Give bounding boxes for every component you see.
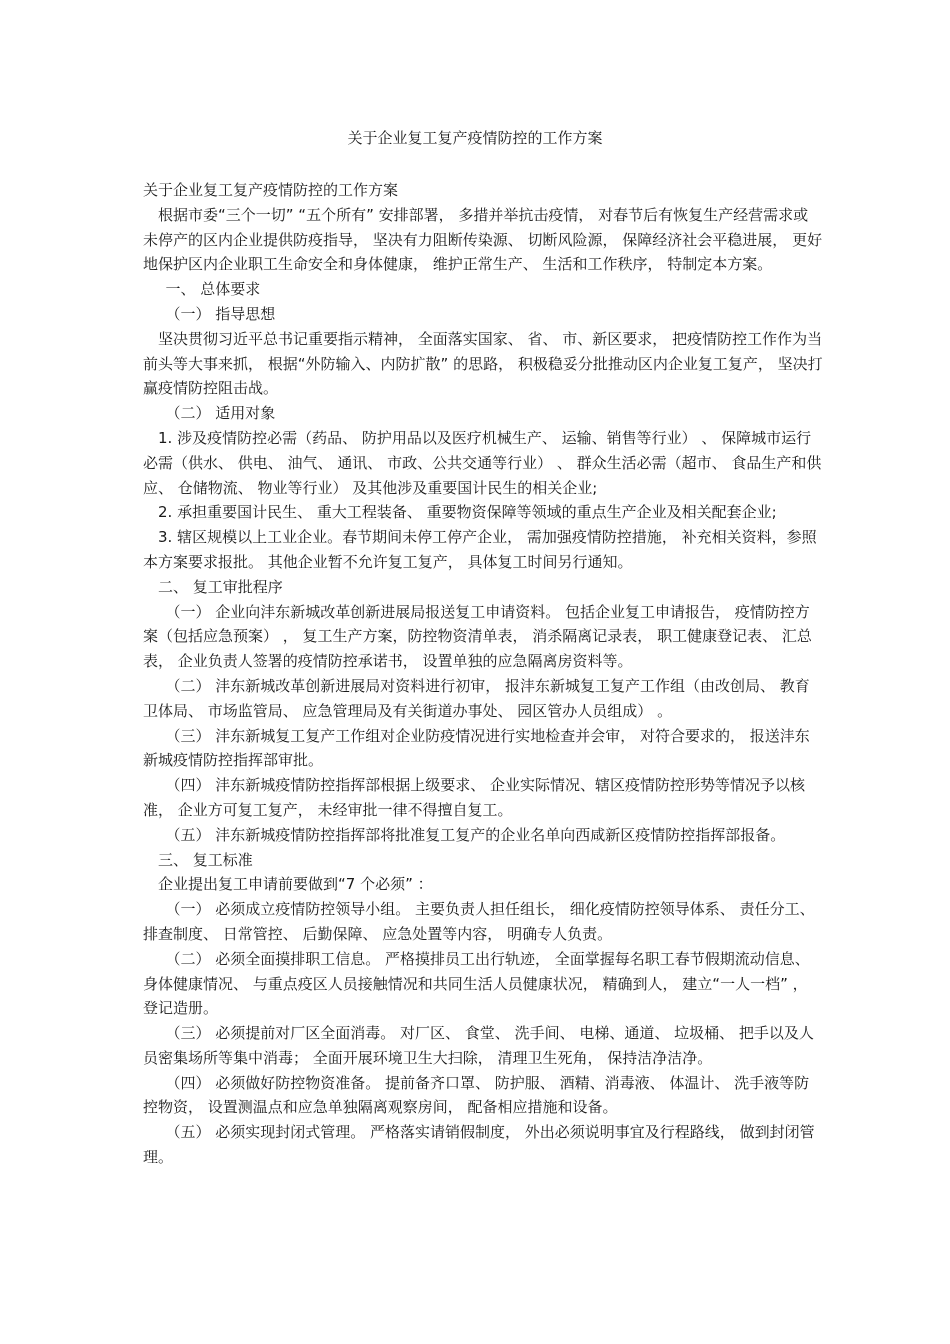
subsection-heading: （二） 适用对象 (165, 404, 276, 423)
paragraph: 坚决贯彻习近平总书记重要指示精神， 全面落实国家、 省、 市、新区要求， 把疫情防控工作作为当前头等大事来抓， 根据“外防输入、内防扩散” 的思路， 积极稳妥分批推动区内企业复工复产， 坚决打赢疫情防控阻击战。 (143, 329, 823, 398)
paragraph: （五） 沣东新城疫情防控指挥部将批准复工复产的企业名单向西咸新区疫情防控指挥部报备。 (165, 825, 786, 844)
paragraph: （三） 沣东新城复工复产工作组对企业防疫情况进行实地检查并会审， 对符合要求的， 报送沣东新城疫情防控指挥部审批。 (143, 726, 810, 770)
section-heading: 三、 复工标准 (158, 850, 253, 869)
list-item: 3. 辖区规模以上工业企业。春节期间未停工停产企业， 需加强疫情防控措施， 补充相关资料，参照本方案要求报批。 其他企业暂不允许复工复产， 具体复工时间另行通知。 (143, 528, 817, 571)
document-title: 关于企业复工复产疫情防控的工作方案 (347, 129, 603, 147)
list-item: 1. 涉及疫情防控必需（药品、 防护用品以及医疗机械生产、 运输、销售等行业） 、 保障城市运行必需（供水、 供电、 油气、 通讯、 市政、公共交通等行业） 、 群众生活必需（超市、 食品生产和供应、 仓储物流、 物业等行业） 及其他涉及重要国计民生的相关企业; (143, 428, 822, 497)
paragraph: 企业提出复工申请前要做到“7 个必须” ： (158, 875, 433, 894)
paragraph: （三） 必须提前对厂区全面消毒。 对厂区、 食堂、 洗手间、 电梯、通道、 垃圾桶、 把手以及人员密集场所等集中消毒； 全面开展环境卫生大扫除， 清理卫生死角， 保持洁净洁净。 (143, 1024, 814, 1067)
section-heading: 一、 总体要求 (165, 280, 261, 299)
paragraph: （二） 必须全面摸排职工信息。 严格摸排员工出行轨迹， 全面掌握每名职工春节假期流动信息、 身体健康情况、 与重点疫区人员接触情况和共同生活人员健康状况， 精确到人， 建立“一人一档” ， 登记造册。 (143, 949, 810, 1018)
paragraph: （一） 必须成立疫情防控领导小组。 主要负责人担任组长， 细化疫情防控领导体系、 责任分工、 排查制度、 日常管控、 后勤保障、 应急处置等内容， 明确专人负责。 (143, 900, 815, 943)
body-heading: 关于企业复工复产疫情防控的工作方案 (143, 181, 399, 199)
paragraph: （一） 企业向沣东新城改革创新进展局报送复工申请资料。 包括企业复工申请报告， 疫情防控方案（包括应急预案） ， 复工生产方案，防控物资清单表， 消杀隔离记录表， 职工健康登记表、 汇总表， 企业负责人签署的疫情防控承诺书， 设置单独的应急隔离房资料等。 (143, 602, 812, 671)
list-item: 2. 承担重要国计民生、 重大工程装备、 重要物资保障等领域的重点生产企业及相关配套企业; (158, 503, 777, 522)
paragraph: 根据市委“三个一切” “五个所有” 安排部署， 多措并举抗击疫情， 对春节后有恢复生产经营需求或未停产的区内企业提供防疫指导， 坚决有力阻断传染源、 切断风险源， 保障经济社会平稳进展， 更好地保护区内企业职工生命安全和身体健康， 维护正常生产、 生活和工作秩序， 特制定本方案。 (143, 205, 823, 274)
paragraph: （二） 沣东新城改革创新进展局对资料进行初审， 报沣东新城复工复产工作组（由改创局、 教育卫体局、 市场监管局、 应急管理局及有关街道办事处、 园区管办人员组成） 。 (143, 676, 810, 720)
paragraph: （四） 沣东新城疫情防控指挥部根据上级要求、 企业实际情况、辖区疫情防控形势等情况予以核准， 企业方可复工复产， 未经审批一律不得擅自复工。 (143, 776, 806, 819)
document-body (143, 178, 823, 1170)
subsection-heading: （一） 指导思想 (165, 304, 276, 323)
paragraph: （四） 必须做好防控物资准备。 提前备齐口罩、 防护服、 酒精、消毒液、 体温计、 洗手液等防控物资， 设置测温点和应急单独隔离观察房间， 配备相应措施和设备。 (143, 1073, 810, 1117)
section-heading: 二、 复工审批程序 (158, 577, 283, 596)
paragraph: （五） 必须实现封闭式管理。 严格落实请销假制度， 外出必须说明事宜及行程路线， 做到封闭管理。 (143, 1123, 815, 1167)
